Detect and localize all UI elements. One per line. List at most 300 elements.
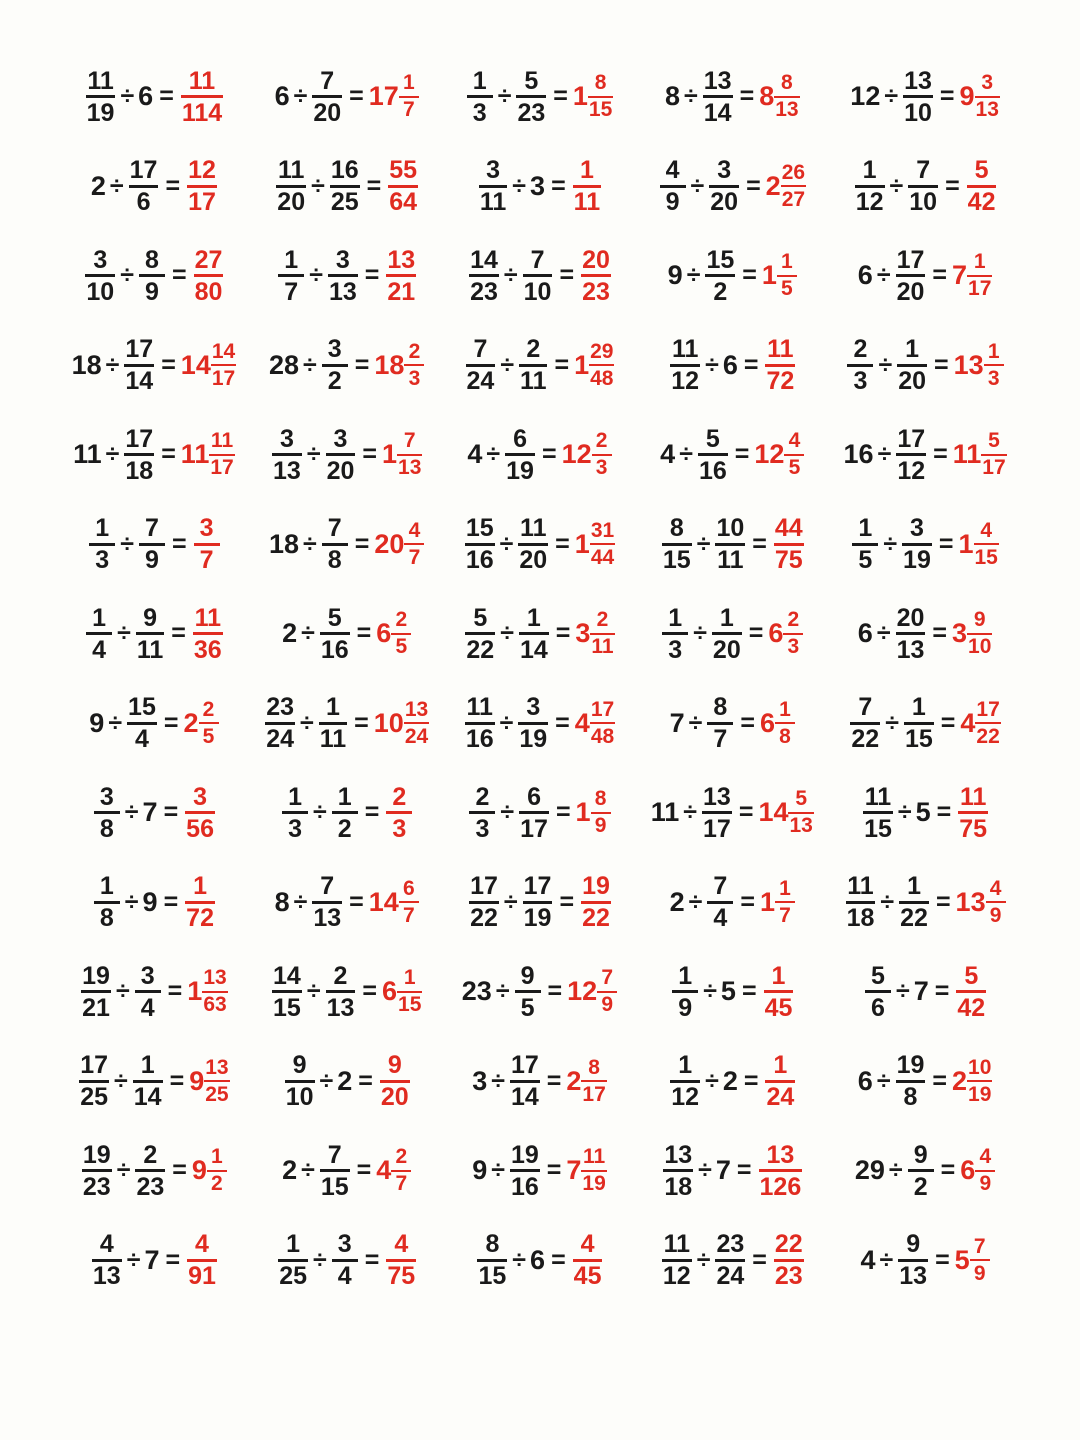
answer-mixed-number xyxy=(576,788,613,837)
answer-numerator: 2 xyxy=(395,608,408,632)
divisor-denominator: 13 xyxy=(313,904,342,933)
problem-14 xyxy=(667,247,799,305)
divisor-integer: 5 xyxy=(915,797,931,828)
dividend-denominator: 25 xyxy=(80,1083,109,1112)
answer-numerator: 1 xyxy=(781,250,793,274)
divisor-numerator: 6 xyxy=(513,424,527,453)
problem-50 xyxy=(844,873,1008,931)
problem-12 xyxy=(276,247,418,305)
answer-denominator: 23 xyxy=(582,277,610,306)
divide-operator: ÷ xyxy=(684,82,698,111)
answer-mixed-number xyxy=(952,1057,994,1106)
answer-fraction xyxy=(589,341,616,390)
answer-whole-part: 9 xyxy=(959,81,975,112)
problem-44 xyxy=(650,784,816,842)
divisor-numerator: 13 xyxy=(703,66,732,95)
equals-operator: = xyxy=(740,708,755,737)
problem-33 xyxy=(463,605,616,663)
divide-operator: ÷ xyxy=(313,1245,327,1274)
dividend-integer: 6 xyxy=(857,1065,873,1096)
dividend-denominator: 21 xyxy=(82,993,110,1022)
divisor-numerator: 3 xyxy=(337,1230,352,1259)
problem-66 xyxy=(90,1231,219,1289)
problem-41 xyxy=(92,784,217,842)
dividend-numerator: 9 xyxy=(292,1051,307,1080)
answer-fraction xyxy=(571,1231,605,1289)
answer xyxy=(192,1146,229,1195)
divisor-integer: 2 xyxy=(722,1065,738,1096)
divide-operator: ÷ xyxy=(309,261,323,290)
answer xyxy=(374,699,431,748)
dividend-fraction xyxy=(463,694,497,752)
equals-operator: = xyxy=(933,440,948,469)
answer-fraction xyxy=(183,784,217,842)
answer-fraction xyxy=(191,605,225,663)
answer-whole-part: 9 xyxy=(189,1065,205,1096)
dividend-numerator: 11 xyxy=(277,156,305,185)
divisor-fraction-bar xyxy=(698,453,728,456)
answer-numerator: 2 xyxy=(408,339,421,363)
equals-operator: = xyxy=(546,1156,562,1185)
divide-operator: ÷ xyxy=(120,529,134,558)
answer xyxy=(376,1146,413,1195)
dividend-numerator: 11 xyxy=(466,693,493,722)
divisor-fraction xyxy=(906,157,940,215)
answer xyxy=(384,1231,418,1289)
answer-mixed-number xyxy=(575,520,617,569)
dividend-fraction xyxy=(463,515,497,573)
answer-denominator: 21 xyxy=(387,277,416,306)
answer-denominator: 5 xyxy=(395,635,408,659)
answer xyxy=(754,430,806,479)
divisor-fraction xyxy=(514,68,548,126)
answer-numerator: 2 xyxy=(395,1145,408,1169)
dividend-denominator: 9 xyxy=(678,993,693,1022)
dividend-numerator: 1 xyxy=(288,782,302,811)
answer xyxy=(185,1231,219,1289)
divisor-denominator: 14 xyxy=(703,98,732,127)
divisor-denominator: 16 xyxy=(698,456,727,485)
answer-denominator: 7 xyxy=(408,545,421,569)
divisor-denominator: 2 xyxy=(713,277,728,306)
divisor-fraction xyxy=(318,605,352,663)
divide-operator: ÷ xyxy=(115,977,130,1006)
divide-operator: ÷ xyxy=(696,1245,711,1274)
answer-mixed-number xyxy=(952,609,994,658)
divide-operator: ÷ xyxy=(896,977,910,1006)
answer-mixed-number xyxy=(575,609,616,658)
answer xyxy=(575,520,617,569)
answer-fraction xyxy=(384,784,414,842)
divide-operator: ÷ xyxy=(301,619,315,648)
answer-numerator: 2 xyxy=(787,608,800,632)
problem-7 xyxy=(274,157,420,215)
divisor-fraction xyxy=(137,515,167,573)
answer-whole-part: 6 xyxy=(960,1155,976,1186)
answer xyxy=(571,157,603,215)
answer xyxy=(953,430,1009,479)
answer xyxy=(772,515,806,573)
divisor-numerator: 7 xyxy=(530,245,545,274)
divide-operator: ÷ xyxy=(686,261,701,290)
divisor-numerator: 3 xyxy=(910,514,924,543)
answer xyxy=(384,247,418,305)
answer-fraction xyxy=(592,430,614,479)
dividend-fraction-bar xyxy=(272,453,302,456)
problem-3 xyxy=(465,68,616,126)
answer xyxy=(384,784,414,842)
divisor-fraction-bar xyxy=(515,990,541,993)
dividend-numerator: 1 xyxy=(95,514,110,543)
dividend-numerator: 17 xyxy=(470,872,498,901)
answer-denominator: 64 xyxy=(389,188,418,217)
answer-mixed-number xyxy=(759,72,801,121)
answer-numerator: 29 xyxy=(590,339,614,363)
answer-fraction xyxy=(391,1146,413,1195)
equals-operator: = xyxy=(554,350,570,379)
answer xyxy=(952,251,994,300)
equals-operator: = xyxy=(354,529,370,558)
answer-numerator: 2 xyxy=(596,608,609,632)
dividend-denominator: 15 xyxy=(478,1262,507,1291)
divisor-fraction xyxy=(134,605,166,663)
divisor-fraction xyxy=(320,336,350,394)
dividend-denominator: 16 xyxy=(465,725,494,754)
answer xyxy=(566,1057,608,1106)
answer-whole-part: 1 xyxy=(574,349,590,380)
divisor-numerator: 6 xyxy=(527,782,541,811)
answer-fraction xyxy=(185,157,219,215)
answer-whole-part: 5 xyxy=(954,1244,970,1275)
dividend-numerator: 11 xyxy=(671,335,699,364)
answer-fraction xyxy=(956,784,990,842)
equals-operator: = xyxy=(349,82,364,111)
answer-denominator: 9 xyxy=(979,1172,992,1196)
equals-operator: = xyxy=(555,619,571,648)
dividend-fraction xyxy=(475,1231,509,1289)
answer-fraction xyxy=(777,251,799,300)
dividend-denominator: 8 xyxy=(99,904,114,933)
answer-fraction xyxy=(967,609,994,658)
answer-fraction-bar xyxy=(958,811,988,814)
answer-mixed-number xyxy=(187,967,229,1016)
answer-fraction xyxy=(384,1231,418,1289)
answer-denominator: 75 xyxy=(959,814,988,843)
divide-operator: ÷ xyxy=(114,1066,128,1095)
problem-70 xyxy=(859,1231,991,1289)
dividend-integer: 28 xyxy=(268,349,300,380)
equals-operator: = xyxy=(165,171,181,200)
divisor-denominator: 7 xyxy=(713,725,728,754)
divisor-fraction xyxy=(508,1052,542,1110)
divisor-integer: 6 xyxy=(138,81,154,112)
divide-operator: ÷ xyxy=(876,619,891,648)
equals-operator: = xyxy=(167,977,183,1006)
answer-numerator: 13 xyxy=(387,245,416,274)
divisor-denominator: 20 xyxy=(712,635,741,664)
answer xyxy=(960,72,1002,121)
divisor-numerator: 1 xyxy=(326,693,340,722)
answer-numerator: 4 xyxy=(408,518,421,542)
answer-fraction xyxy=(571,157,603,215)
answer-whole-part: 1 xyxy=(187,976,203,1007)
problem-31 xyxy=(84,605,225,663)
answer-fraction xyxy=(391,609,413,658)
dividend-fraction xyxy=(79,963,113,1021)
answer-whole-part: 2 xyxy=(566,1065,582,1096)
divisor-denominator: 14 xyxy=(133,1083,162,1112)
answer-denominator: 72 xyxy=(186,904,214,933)
divisor-fraction xyxy=(330,1231,360,1289)
divide-operator: ÷ xyxy=(497,82,512,111)
divisor-denominator: 4 xyxy=(713,904,728,933)
problem-grid xyxy=(58,52,1022,1305)
divide-operator: ÷ xyxy=(703,977,717,1006)
dividend-numerator: 2 xyxy=(475,782,490,811)
answer-mixed-number xyxy=(369,72,421,121)
dividend-denominator: 10 xyxy=(285,1083,314,1112)
answer-fraction xyxy=(192,515,222,573)
divisor-fraction xyxy=(701,68,735,126)
answer xyxy=(952,609,994,658)
divisor-denominator: 17 xyxy=(520,814,548,843)
problem-36 xyxy=(88,694,220,752)
equals-operator: = xyxy=(546,1066,562,1095)
divide-operator: ÷ xyxy=(124,798,139,827)
problem-57 xyxy=(283,1052,412,1110)
equals-operator: = xyxy=(932,261,947,290)
divisor-denominator: 9 xyxy=(145,546,159,575)
equals-operator: = xyxy=(932,619,947,648)
answer-mixed-number xyxy=(956,878,1008,927)
divisor-numerator: 16 xyxy=(330,156,359,185)
answer xyxy=(579,873,613,931)
divisor-fraction xyxy=(310,68,344,126)
divisor-numerator: 3 xyxy=(717,156,732,185)
divisor-fraction-bar xyxy=(703,95,733,98)
answer-whole-part: 6 xyxy=(381,976,398,1007)
divisor-numerator: 15 xyxy=(706,245,735,274)
problem-26 xyxy=(87,515,221,573)
answer-mixed-number xyxy=(374,341,426,390)
answer xyxy=(956,784,990,842)
divisor-denominator: 20 xyxy=(896,277,925,306)
equals-operator: = xyxy=(555,529,570,558)
answer-mixed-number xyxy=(183,699,220,748)
equals-operator: = xyxy=(742,261,757,290)
divisor-fraction xyxy=(901,68,935,126)
divisor-fraction xyxy=(713,1231,747,1289)
problem-65 xyxy=(854,1142,997,1200)
answer-numerator: 14 xyxy=(211,339,236,363)
answer-numerator: 26 xyxy=(781,160,806,184)
answer-fraction xyxy=(986,878,1008,927)
answer-denominator: 13 xyxy=(975,98,999,122)
dividend-numerator: 4 xyxy=(99,1230,114,1259)
equals-operator: = xyxy=(559,887,575,916)
divisor-fraction-bar xyxy=(312,95,342,98)
divide-operator: ÷ xyxy=(679,440,693,469)
dividend-denominator: 20 xyxy=(277,188,306,217)
equals-operator: = xyxy=(935,1245,950,1274)
answer-fraction xyxy=(192,247,226,305)
divide-operator: ÷ xyxy=(888,1156,903,1185)
divisor-fraction xyxy=(897,873,931,931)
answer-denominator: 2 xyxy=(211,1172,223,1196)
divisor-numerator: 19 xyxy=(896,1051,925,1080)
answer-mixed-number xyxy=(754,430,806,479)
answer-numerator: 4 xyxy=(195,1230,209,1259)
answer-whole-part: 12 xyxy=(754,439,785,470)
answer-mixed-number xyxy=(574,341,616,390)
divisor-numerator: 1 xyxy=(140,1051,155,1080)
dividend-denominator: 15 xyxy=(864,814,892,843)
problem-54 xyxy=(670,963,795,1021)
divisor-numerator: 3 xyxy=(333,424,348,453)
divisor-denominator: 2 xyxy=(337,814,352,843)
answer-mixed-number xyxy=(955,1236,992,1285)
answer-mixed-number xyxy=(376,1146,413,1195)
divisor-fraction-bar xyxy=(519,632,549,635)
divisor-denominator: 2 xyxy=(913,1172,928,1201)
answer-whole-part: 4 xyxy=(574,707,590,738)
dividend-numerator: 11 xyxy=(847,872,874,901)
dividend-fraction xyxy=(276,1231,310,1289)
divide-operator: ÷ xyxy=(688,887,703,916)
divisor-fraction xyxy=(521,873,555,931)
answer-denominator: 3 xyxy=(987,366,1000,390)
dividend-fraction xyxy=(77,1052,111,1110)
answer-numerator: 13 xyxy=(205,1055,229,1079)
divide-operator: ÷ xyxy=(313,798,327,827)
dividend-denominator: 22 xyxy=(466,635,495,664)
dividend-denominator: 23 xyxy=(470,277,498,306)
problem-1 xyxy=(84,68,226,126)
answer-fraction xyxy=(775,878,797,927)
divisor-fraction xyxy=(895,336,929,394)
answer-fraction xyxy=(588,72,615,121)
divisor-fraction xyxy=(902,694,936,752)
answer-mixed-number xyxy=(952,251,994,300)
divisor-denominator: 17 xyxy=(703,814,731,843)
dividend-fraction xyxy=(850,515,880,573)
equals-operator: = xyxy=(354,350,370,379)
divisor-fraction xyxy=(521,247,555,305)
divide-operator: ÷ xyxy=(683,798,698,827)
answer-denominator: 72 xyxy=(766,367,795,396)
problem-45 xyxy=(861,784,990,842)
dividend-integer: 4 xyxy=(660,439,676,470)
divisor-denominator: 4 xyxy=(140,993,155,1022)
divide-operator: ÷ xyxy=(495,977,510,1006)
divide-operator: ÷ xyxy=(303,350,317,379)
answer xyxy=(562,430,614,479)
divisor-denominator: 20 xyxy=(519,546,548,575)
dividend-integer: 2 xyxy=(90,170,106,201)
problem-47 xyxy=(274,873,421,931)
divisor-numerator: 9 xyxy=(520,961,535,990)
dividend-denominator: 23 xyxy=(82,1172,111,1201)
answer xyxy=(759,72,801,121)
dividend-fraction xyxy=(863,963,893,1021)
answer xyxy=(179,68,225,126)
equals-operator: = xyxy=(739,82,755,111)
equals-operator: = xyxy=(163,798,179,827)
divisor-denominator: 13 xyxy=(326,993,355,1022)
answer xyxy=(579,247,613,305)
dividend-fraction-bar xyxy=(85,274,115,277)
problem-17 xyxy=(268,336,426,394)
divisor-fraction xyxy=(503,426,537,484)
divisor-numerator: 17 xyxy=(523,872,552,901)
answer-fraction xyxy=(975,72,1002,121)
answer-denominator: 17 xyxy=(211,366,236,390)
divisor-fraction xyxy=(318,1142,352,1200)
dividend-fraction xyxy=(658,157,688,215)
answer-numerator: 1 xyxy=(403,966,416,990)
divisor-numerator: 19 xyxy=(510,1140,539,1169)
dividend-fraction xyxy=(467,247,501,305)
equals-operator: = xyxy=(932,1066,947,1095)
answer xyxy=(189,1057,231,1106)
answer-denominator: 25 xyxy=(205,1082,229,1106)
dividend-integer: 11 xyxy=(73,439,102,470)
problem-46 xyxy=(92,873,217,931)
answer-numerator: 10 xyxy=(968,1055,992,1079)
answer-mixed-number xyxy=(562,430,614,479)
equals-operator: = xyxy=(171,261,187,290)
answer-whole-part: 2 xyxy=(951,1065,968,1096)
answer-numerator: 11 xyxy=(210,429,234,453)
answer-denominator: 8 xyxy=(779,724,791,748)
answer xyxy=(571,1231,605,1289)
answer-denominator: 17 xyxy=(968,277,992,301)
divisor-numerator: 5 xyxy=(327,603,342,632)
dividend-fraction-bar xyxy=(465,632,495,635)
answer-whole-part: 1 xyxy=(572,81,588,112)
answer-denominator: 10 xyxy=(968,635,992,659)
dividend-numerator: 13 xyxy=(664,1140,693,1169)
answer-whole-part: 13 xyxy=(953,349,984,380)
divisor-denominator: 23 xyxy=(136,1172,165,1201)
divide-operator: ÷ xyxy=(500,798,515,827)
answer-fraction-bar xyxy=(956,990,986,993)
divisor-fraction xyxy=(894,247,928,305)
divisor-fraction xyxy=(703,247,737,305)
answer xyxy=(960,699,1002,748)
divisor-integer: 3 xyxy=(530,170,546,201)
problem-43 xyxy=(467,784,612,842)
answer-mixed-number xyxy=(768,609,805,658)
divisor-numerator: 1 xyxy=(719,603,734,632)
divide-operator: ÷ xyxy=(879,1245,894,1274)
dividend-numerator: 15 xyxy=(465,514,494,543)
answer xyxy=(192,247,226,305)
divisor-numerator: 7 xyxy=(320,872,335,901)
answer-fraction xyxy=(974,520,1001,569)
divisor-numerator: 7 xyxy=(327,514,342,543)
divide-operator: ÷ xyxy=(303,529,317,558)
problem-13 xyxy=(467,247,613,305)
equals-operator: = xyxy=(935,887,951,916)
dividend-denominator: 8 xyxy=(99,814,114,843)
dividend-fraction-bar xyxy=(82,1169,112,1172)
answer-denominator: 17 xyxy=(188,188,216,217)
divisor-fraction-bar xyxy=(908,1169,934,1172)
answer xyxy=(374,520,426,569)
dividend-integer: 16 xyxy=(843,439,874,470)
divide-operator: ÷ xyxy=(885,708,899,737)
